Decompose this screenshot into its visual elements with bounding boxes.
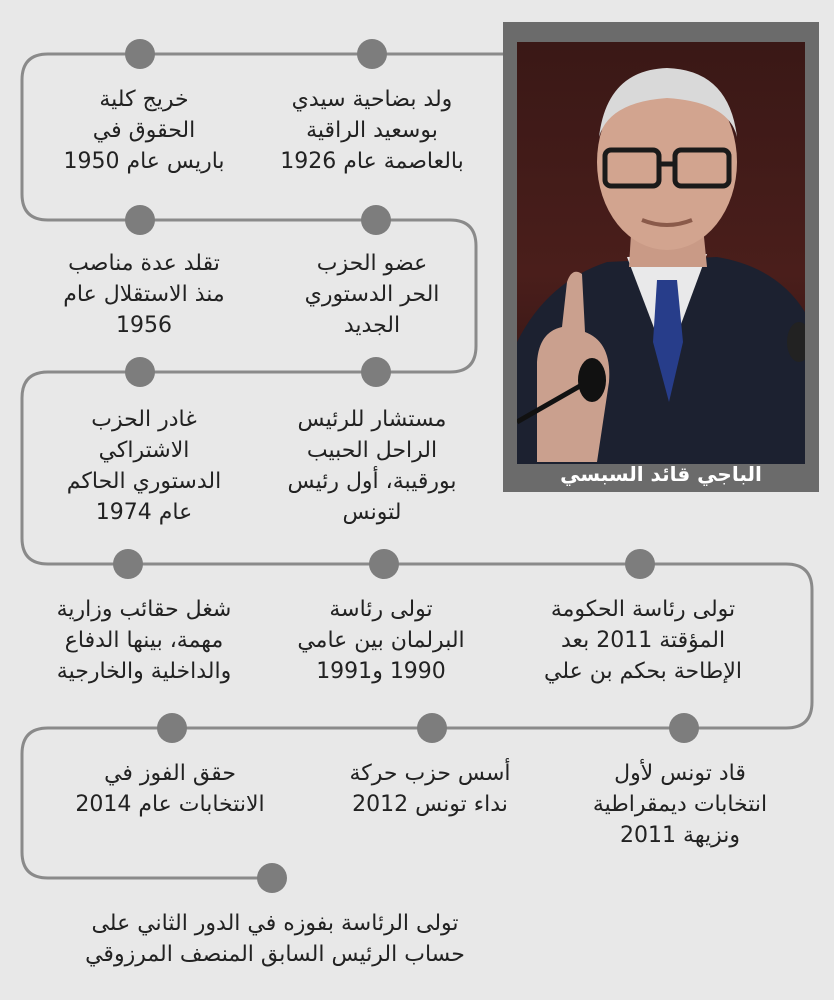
timeline-dot-13 — [257, 863, 287, 893]
timeline-dot-5 — [361, 357, 391, 387]
timeline-dot-6 — [125, 357, 155, 387]
event-parliament-speaker: تولى رئاسة البرلمان بين عامي 1990 و1991 — [297, 597, 465, 684]
portrait-frame — [503, 22, 819, 492]
event-first-democratic-elections: قاد تونس لأول انتخابات ديمقراطية ونزيهة 2011 — [592, 761, 768, 848]
timeline-dot-11 — [417, 713, 447, 743]
timeline-dot-9 — [113, 549, 143, 579]
event-ministerial-portfolios: شغل حقائب وزارية مهمة، بينها الدفاع والداخلية والخارجية — [56, 597, 232, 684]
portrait-caption: الباجي قائد السبسي — [560, 462, 762, 486]
timeline-dot-12 — [157, 713, 187, 743]
event-birth: ولد بضاحية سيدي بوسعيد الراقية بالعاصمة عام 1926 — [280, 87, 464, 174]
timeline-dot-1 — [357, 39, 387, 69]
timeline-dot-4 — [125, 205, 155, 235]
event-founded-nidaa-tounes: أسس حزب حركة نداء تونس 2012 — [349, 761, 511, 817]
timeline-dot-7 — [625, 549, 655, 579]
event-interim-prime-minister: تولى رئاسة الحكومة المؤقتة 2011 بعد الإطاحة بحكم بن علي — [544, 597, 742, 684]
event-presidency-second-round: تولى الرئاسة بفوزه في الدور الثاني على حساب الرئيس السابق المنصف المرزوقي — [85, 911, 465, 967]
timeline-dot-3 — [361, 205, 391, 235]
event-posts-since-independence: تقلد عدة مناصب منذ الاستقلال عام 1956 — [63, 251, 225, 338]
portrait-photo — [517, 42, 805, 464]
event-left-ruling-party: غادر الحزب الاشتراكي الدستوري الحاكم عام 1974 — [66, 407, 222, 525]
event-won-2014-elections: حقق الفوز في الانتخابات عام 2014 — [75, 761, 265, 817]
event-law-graduate: خريج كلية الحقوق في باريس عام 1950 — [63, 87, 225, 174]
event-party-member: عضو الحزب الحر الدستوري الجديد — [304, 251, 440, 338]
event-bourguiba-adviser: مستشار للرئيس الراحل الحبيب بورقيبة، أول رئيس لتونس — [287, 407, 457, 525]
timeline-dot-10 — [669, 713, 699, 743]
portrait-illustration — [517, 42, 805, 464]
timeline-dot-8 — [369, 549, 399, 579]
timeline-dot-2 — [125, 39, 155, 69]
